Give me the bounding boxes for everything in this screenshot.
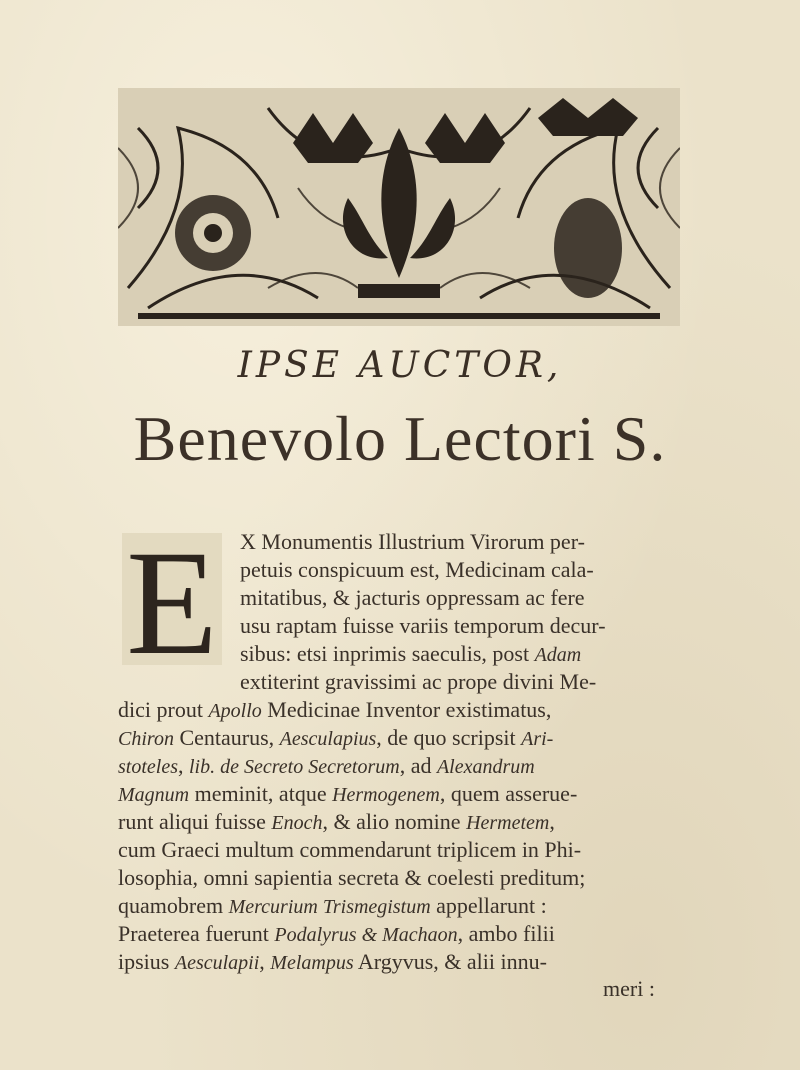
text-span: meminit, atque	[189, 781, 333, 806]
italic-name: Enoch	[271, 812, 323, 834]
text-line	[118, 948, 547, 977]
italic-name: Podalyrus & Machaon	[274, 924, 458, 946]
catchword: meri :	[603, 976, 655, 1001]
italic-name: Mercurium Trismegistum	[228, 896, 431, 918]
ornamental-headpiece	[118, 88, 680, 326]
italic-name: Apollo	[208, 700, 262, 722]
text-line	[240, 556, 594, 584]
italic-name: lib. de Secreto Secretorum	[189, 756, 400, 778]
text-line	[240, 612, 606, 640]
italic-name: Chiron	[118, 728, 174, 750]
text-line	[118, 892, 547, 921]
initial-letter-text: E	[126, 533, 218, 665]
text-span: , de quo scripsit	[376, 725, 522, 750]
italic-name: Ari-	[521, 728, 554, 750]
text-span: , ad	[399, 753, 437, 778]
text-line	[118, 864, 585, 892]
text-span: Argyvus, & alii innu-	[353, 949, 547, 974]
italic-name: Hermogenem	[332, 784, 440, 806]
text-span: ,	[549, 809, 555, 834]
text-line	[118, 724, 553, 753]
text-span: ,	[178, 753, 189, 778]
text-span: quamobrem	[118, 893, 229, 918]
heading-title: Benevolo Lectori S.	[133, 403, 667, 474]
text-span: runt aliqui fuisse	[118, 809, 272, 834]
italic-name: stoteles	[118, 756, 178, 778]
decorated-initial-letter	[122, 533, 222, 665]
italic-name: Aesculapius	[279, 728, 377, 750]
text-span: cum Graeci multum commendarunt triplicem in Phi-	[118, 837, 582, 862]
text-span: Medicinae Inventor existimatus,	[261, 697, 552, 722]
text-span: mitatibus, & jacturis oppressam ac fere	[240, 585, 585, 610]
italic-name: Hermetem	[466, 812, 550, 834]
text-line	[240, 640, 581, 669]
text-span: extiterint gravissimi ac prope divini Me-	[240, 669, 597, 694]
italic-name: Melampus	[270, 952, 354, 974]
text-line	[240, 668, 596, 696]
italic-name: Alexandrum	[436, 756, 535, 778]
text-span: usu raptam fuisse variis temporum decur-	[240, 613, 606, 638]
text-span: Praeterea fuerunt	[118, 921, 275, 946]
text-span: X Monumentis Illustrium Virorum per-	[240, 529, 585, 554]
text-span: Centaurus,	[173, 725, 280, 750]
text-line	[118, 836, 581, 864]
text-span: ipsius	[118, 949, 175, 974]
text-span: , quem asserue-	[439, 781, 578, 806]
italic-name: Adam	[534, 644, 582, 666]
text-span: , & alio nomine	[322, 809, 467, 834]
heading-author: IPSE AUCTOR,	[237, 345, 563, 386]
text-line	[118, 808, 555, 837]
text-span: dici prout	[118, 697, 209, 722]
text-line	[118, 780, 577, 809]
italic-name: Aesculapii	[174, 952, 260, 974]
text-line	[118, 696, 551, 725]
text-line	[118, 920, 555, 949]
text-line	[240, 528, 585, 556]
italic-name: Magnum	[118, 784, 190, 806]
text-span: appellarunt :	[430, 893, 547, 918]
text-span: losophia, omni sapientia secreta & coelesti preditum;	[118, 865, 586, 890]
text-span: , ambo filii	[457, 921, 555, 946]
text-span: sibus: etsi inprimis saeculis, post	[240, 641, 535, 666]
text-line	[240, 584, 585, 612]
text-span: ,	[259, 949, 271, 974]
text-line	[118, 752, 535, 781]
text-span: petuis conspicuum est, Medicinam cala-	[240, 557, 594, 582]
